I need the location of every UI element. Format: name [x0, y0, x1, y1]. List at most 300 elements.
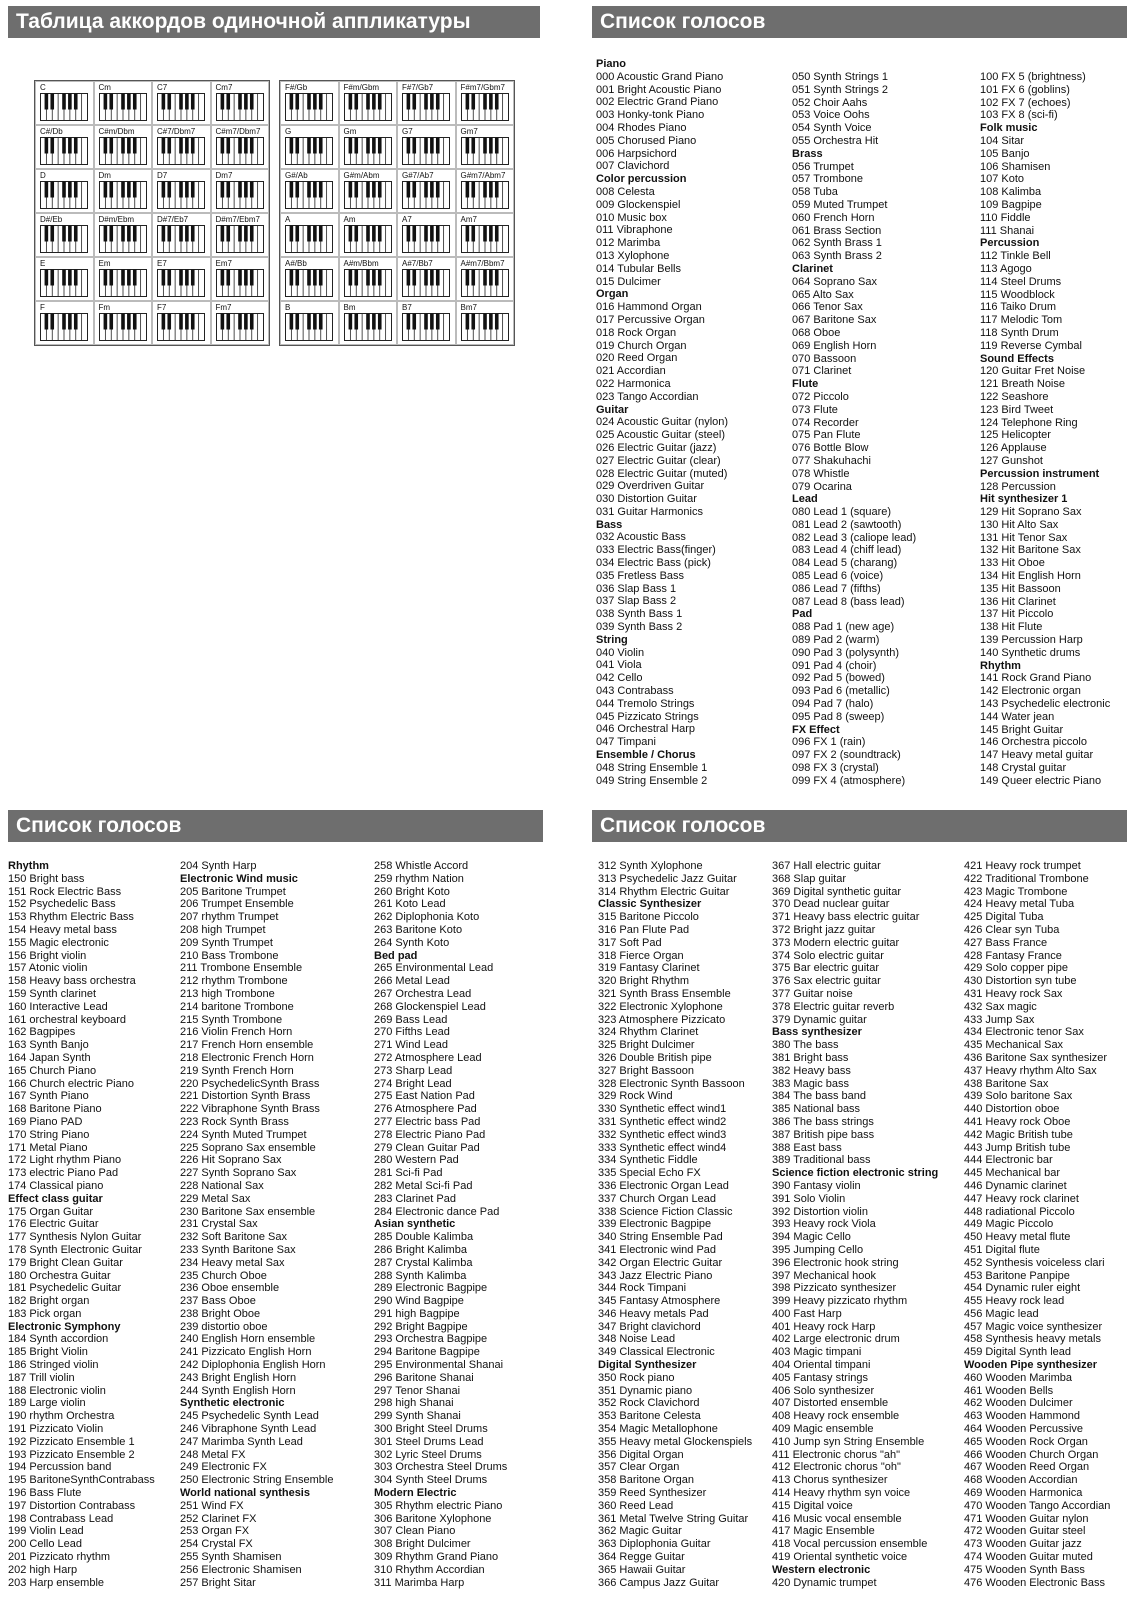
- voice-entry: 218 Electronic French Horn: [180, 1051, 314, 1064]
- voice-entry: 030 Distortion Guitar: [596, 493, 697, 506]
- voice-entry: 014 Tubular Bells: [596, 262, 681, 275]
- voice-entry: 431 Heavy rock Sax: [964, 987, 1063, 1000]
- voice-entry: 059 Muted Trumpet: [792, 198, 888, 211]
- voice-entry: 264 Synth Koto: [374, 936, 450, 949]
- voice-entry: 051 Synth Strings 2: [792, 83, 889, 96]
- voice-entry: 062 Synth Brass 1: [792, 237, 882, 250]
- voice-entry: 424 Heavy metal Tuba: [964, 898, 1075, 911]
- chord-cell: [339, 213, 398, 257]
- voice-entry: 413 Chorus synthesizer: [772, 1474, 888, 1487]
- chord-cell: [397, 81, 456, 125]
- voice-entry: 007 Clavichord: [596, 160, 670, 173]
- voice-entry: 098 FX 3 (crystal): [792, 762, 879, 775]
- chord-name: D: [40, 171, 46, 180]
- voice-entry: 348 Noise Lead: [598, 1333, 676, 1346]
- voice-entry: 237 Bass Oboe: [180, 1295, 256, 1308]
- voice-entry: 056 Trumpet: [792, 160, 854, 173]
- voice-entry: 456 Magic lead: [964, 1307, 1039, 1320]
- voice-entry: 317 Soft Pad: [598, 936, 662, 949]
- voice-entry: 106 Shamisen: [980, 160, 1051, 173]
- voice-category-heading: Digital Synthesizer: [598, 1359, 697, 1372]
- voice-entry: 150 Bright bass: [8, 872, 85, 885]
- voice-entry: 423 Magic Trombone: [964, 885, 1068, 898]
- voice-entry: 158 Heavy bass orchestra: [8, 975, 136, 988]
- voice-entry: 248 Metal FX: [180, 1448, 246, 1461]
- voice-entry: 097 FX 2 (soundtrack): [792, 749, 901, 762]
- voice-entry: 459 Digital Synth lead: [964, 1346, 1072, 1359]
- voice-entry: 316 Pan Flute Pad: [598, 923, 690, 936]
- voice-category-heading: Bass synthesizer: [772, 1026, 862, 1039]
- chord-cell: [280, 257, 339, 301]
- chord-name: Em: [98, 259, 111, 268]
- chord-name: D7: [157, 171, 168, 180]
- voice-entry: 302 Lyric Steel Drums: [374, 1448, 482, 1461]
- voice-entry: 231 Crystal Sax: [180, 1218, 258, 1231]
- voice-entry: 354 Magic Metallophone: [598, 1423, 718, 1436]
- voice-entry: 054 Synth Voice: [792, 122, 872, 135]
- chord-cell: [94, 81, 153, 125]
- voice-entry: 357 Clear Organ: [598, 1461, 680, 1474]
- voice-entry: 364 Regge Guitar: [598, 1551, 685, 1564]
- voice-entry: 416 Music vocal ensemble: [772, 1512, 902, 1525]
- voice-entry: 036 Slap Bass 1: [596, 582, 677, 595]
- voice-entry: 081 Lead 2 (sawtooth): [792, 518, 902, 531]
- voice-entry: 050 Synth Strings 1: [792, 71, 889, 83]
- chord-cell: [35, 301, 94, 345]
- voice-entry: 326 Double British pipe: [598, 1051, 712, 1064]
- chord-cell: [339, 81, 398, 125]
- voice-entry: 470 Wooden Tango Accordian: [964, 1499, 1111, 1512]
- voice-entry: 226 Hit Soprano Sax: [180, 1154, 282, 1167]
- keyboard-diagram: [344, 181, 392, 209]
- voice-entry: 303 Orchestra Steel Drums: [374, 1461, 508, 1474]
- chord-name: Dm7: [215, 171, 233, 180]
- voice-category-heading: Piano: [596, 58, 626, 70]
- voice-entry: 457 Magic voice synthesizer: [964, 1320, 1103, 1333]
- voice-category-heading: Percussion: [980, 237, 1040, 250]
- chord-cell: [456, 213, 515, 257]
- voice-entry: 198 Contrabass Lead: [8, 1512, 114, 1525]
- voice-entry: 122 Seashore: [980, 390, 1049, 403]
- voice-entry: 206 Trumpet Ensemble: [180, 898, 294, 911]
- voice-entry: 009 Glockenspiel: [596, 198, 681, 211]
- voice-entry: 291 high Bagpipe: [374, 1307, 460, 1320]
- voice-entry: 344 Rock Timpani: [598, 1282, 687, 1295]
- voice-entry: 104 Sitar: [980, 134, 1025, 147]
- keyboard-diagram: [216, 93, 264, 121]
- voice-entry: 092 Pad 5 (bowed): [792, 672, 885, 685]
- keyboard-diagram: [402, 137, 450, 165]
- voice-category-heading: Guitar: [596, 403, 629, 416]
- voice-entry: 121 Breath Noise: [980, 378, 1065, 391]
- voice-entry: 163 Synth Banjo: [8, 1039, 89, 1052]
- voice-entry: 420 Dynamic trumpet: [772, 1576, 877, 1589]
- voice-entry: 168 Baritone Piano: [8, 1103, 102, 1116]
- chord-name: C7: [157, 83, 168, 92]
- voice-entry: 219 Synth French Horn: [180, 1064, 294, 1077]
- voice-entry: 410 Jump syn String Ensemble: [772, 1435, 925, 1448]
- voice-entry: 185 Bright Violin: [8, 1346, 88, 1359]
- voice-entry: 180 Orchestra Guitar: [8, 1269, 111, 1282]
- voice-entry: 154 Heavy metal bass: [8, 923, 117, 936]
- voice-entry: 386 The bass strings: [772, 1115, 874, 1128]
- voice-entry: 377 Guitar noise: [772, 987, 853, 1000]
- voice-entry: 205 Baritone Trumpet: [180, 885, 286, 898]
- keyboard-diagram: [461, 93, 509, 121]
- voice-entry: 132 Hit Baritone Sax: [980, 544, 1081, 557]
- voice-category-heading: Rhythm: [980, 659, 1021, 672]
- voice-entry: 353 Baritone Celesta: [598, 1410, 701, 1423]
- voice-column-100-149: [980, 71, 1110, 788]
- voice-entry: 311 Marimba Harp: [374, 1576, 465, 1589]
- chord-cell: [280, 81, 339, 125]
- voice-column-258-311: [374, 860, 507, 1589]
- voice-entry: 320 Bright Rhythm: [598, 975, 690, 988]
- voice-entry: 336 Electronic Organ Lead: [598, 1179, 729, 1192]
- chord-name: C: [40, 83, 46, 92]
- keyboard-diagram: [402, 269, 450, 297]
- voice-entry: 443 Jump British tube: [964, 1141, 1071, 1154]
- voice-column-050-099: [792, 71, 916, 788]
- voice-entry: 172 Light rhythm Piano: [8, 1154, 122, 1167]
- chord-name: Gm: [343, 127, 357, 136]
- voice-entry: 375 Bar electric guitar: [772, 962, 879, 975]
- chord-name: A7: [402, 215, 412, 224]
- voice-entry: 454 Dynamic ruler eight: [964, 1282, 1081, 1295]
- voice-entry: 243 Bright English Horn: [180, 1371, 297, 1384]
- voice-entry: 039 Synth Bass 2: [596, 621, 683, 634]
- voice-entry: 027 Electric Guitar (clear): [596, 454, 721, 467]
- voice-entry: 388 East bass: [772, 1141, 842, 1154]
- voice-category-heading: Folk music: [980, 122, 1038, 135]
- voice-entry: 366 Campus Jazz Guitar: [598, 1576, 720, 1589]
- voice-list-banner-top: Список голосов: [592, 6, 1127, 38]
- voice-entry: 038 Synth Bass 1: [596, 608, 683, 621]
- voice-entry: 146 Orchestra piccolo: [980, 736, 1087, 749]
- keyboard-diagram: [285, 225, 333, 253]
- voice-entry: 315 Baritone Piccolo: [598, 911, 699, 924]
- voice-entry: 458 Synthesis heavy metals: [964, 1333, 1101, 1346]
- voice-entry: 322 Electronic Xylophone: [598, 1000, 723, 1013]
- voice-entry: 467 Wooden Reed Organ: [964, 1461, 1090, 1474]
- voice-entry: 476 Wooden Electronic Bass: [964, 1576, 1106, 1589]
- voice-entry: 076 Bottle Blow: [792, 442, 869, 455]
- chord-cell: [94, 301, 153, 345]
- voice-entry: 019 Church Organ: [596, 339, 687, 352]
- chord-cell: [152, 257, 211, 301]
- voice-entry: 328 Electronic Synth Bassoon: [598, 1077, 745, 1090]
- voice-entry: 126 Applause: [980, 442, 1047, 455]
- voice-entry: 256 Electronic Shamisen: [180, 1563, 302, 1576]
- voice-entry: 157 Atonic violin: [8, 962, 88, 975]
- voice-entry: 453 Baritone Panpipe: [964, 1269, 1070, 1282]
- voice-entry: 144 Water jean: [980, 710, 1055, 723]
- voice-entry: 018 Rock Organ: [596, 326, 677, 339]
- voice-entry: 167 Synth Piano: [8, 1090, 89, 1103]
- chord-name: A#m/Bbm: [343, 259, 379, 268]
- voice-entry: 253 Organ FX: [180, 1525, 250, 1538]
- chord-cell: [280, 169, 339, 213]
- voice-entry: 112 Tinkle Bell: [980, 250, 1051, 263]
- chord-name: G: [285, 127, 292, 136]
- voice-entry: 189 Large violin: [8, 1397, 86, 1410]
- voice-entry: 374 Solo electric guitar: [772, 949, 884, 962]
- chord-name: A: [285, 215, 291, 224]
- voice-entry: 070 Bassoon: [792, 352, 857, 365]
- keyboard-diagram: [285, 313, 333, 341]
- voice-entry: 324 Rhythm Clarinet: [598, 1026, 699, 1039]
- voice-entry: 147 Heavy metal guitar: [980, 749, 1094, 762]
- voice-entry: 195 BaritoneSynthContrabass: [8, 1474, 155, 1487]
- voice-entry: 043 Contrabass: [596, 685, 674, 698]
- voice-category-heading: Flute: [792, 378, 819, 391]
- voice-entry: 089 Pad 2 (warm): [792, 634, 880, 647]
- voice-entry: 382 Heavy bass: [772, 1064, 851, 1077]
- voice-entry: 359 Reed Synthesizer: [598, 1487, 707, 1500]
- keyboard-diagram: [99, 93, 147, 121]
- voice-entry: 338 Science Fiction Classic: [598, 1205, 733, 1218]
- chord-name: Bm7: [460, 303, 477, 312]
- voice-entry: 308 Bright Dulcimer: [374, 1538, 471, 1551]
- voice-entry: 411 Electronic chorus "ah": [772, 1448, 901, 1461]
- chord-cell: [397, 169, 456, 213]
- voice-entry: 052 Choir Aahs: [792, 96, 868, 109]
- voice-entry: 238 Bright Oboe: [180, 1307, 261, 1320]
- voice-entry: 084 Lead 5 (charang): [792, 557, 898, 570]
- voice-entry: 451 Digital flute: [964, 1243, 1040, 1256]
- chord-name: Fm7: [215, 303, 232, 312]
- voice-entry: 034 Electric Bass (pick): [596, 557, 711, 570]
- voice-entry: 096 FX 1 (rain): [792, 736, 866, 749]
- voice-entry: 141 Rock Grand Piano: [980, 672, 1092, 685]
- voice-entry: 155 Magic electronic: [8, 936, 109, 949]
- chord-cell: [339, 301, 398, 345]
- voice-entry: 209 Synth Trumpet: [180, 936, 273, 949]
- voice-entry: 318 Fierce Organ: [598, 949, 684, 962]
- voice-entry: 394 Magic Cello: [772, 1231, 851, 1244]
- voice-entry: 247 Marimba Synth Lead: [180, 1435, 303, 1448]
- voice-entry: 037 Slap Bass 2: [596, 595, 677, 608]
- voice-category-heading: Sound Effects: [980, 352, 1054, 365]
- voice-entry: 257 Bright Sitar: [180, 1576, 256, 1589]
- voice-entry: 272 Atmosphere Lead: [374, 1051, 482, 1064]
- voice-entry: 463 Wooden Hammond: [964, 1410, 1080, 1423]
- voice-entry: 365 Hawaii Guitar: [598, 1563, 686, 1576]
- voice-category-heading: Rhythm: [8, 860, 49, 872]
- voice-entry: 077 Shakuhachi: [792, 454, 871, 467]
- voice-entry: 042 Cello: [596, 672, 643, 685]
- chord-cell: [94, 257, 153, 301]
- voice-entry: 242 Diplophonia English Horn: [180, 1359, 326, 1372]
- chord-cell: [211, 257, 270, 301]
- voice-entry: 023 Tango Accordian: [596, 390, 699, 403]
- voice-entry: 108 Kalimba: [980, 186, 1042, 199]
- voice-entry: 447 Heavy rock clarinet: [964, 1192, 1079, 1205]
- voice-entry: 204 Synth Harp: [180, 860, 257, 872]
- keyboard-diagram: [285, 93, 333, 121]
- voice-entry: 117 Melodic Tom: [980, 314, 1063, 327]
- voice-entry: 041 Viola: [596, 659, 642, 672]
- voice-entry: 333 Synthetic effect wind4: [598, 1141, 727, 1154]
- voice-entry: 028 Electric Guitar (muted): [596, 467, 728, 480]
- voice-category-heading: Wooden Pipe synthesizer: [964, 1359, 1098, 1372]
- chord-cell: [211, 301, 270, 345]
- voice-entry: 136 Hit Clarinet: [980, 595, 1056, 608]
- voice-entry: 087 Lead 8 (bass lead): [792, 595, 905, 608]
- voice-entry: 433 Jump Sax: [964, 1013, 1035, 1026]
- voice-entry: 321 Synth Brass Ensemble: [598, 987, 731, 1000]
- voice-entry: 269 Bass Lead: [374, 1013, 448, 1026]
- voice-category-heading: Bass: [596, 518, 623, 531]
- voice-category-heading: Ensemble / Chorus: [596, 749, 696, 762]
- voice-entry: 297 Tenor Shanai: [374, 1384, 461, 1397]
- chord-cell: [456, 257, 515, 301]
- voice-category-heading: Clarinet: [792, 262, 833, 275]
- voice-entry: 066 Tenor Sax: [792, 301, 863, 314]
- voice-entry: 299 Synth Shanai: [374, 1410, 461, 1423]
- voice-entry: 137 Hit Piccolo: [980, 608, 1054, 621]
- chord-cell: [211, 213, 270, 257]
- voice-entry: 073 Flute: [792, 403, 838, 416]
- voice-entry: 005 Chorused Piano: [596, 134, 697, 147]
- voice-entry: 063 Synth Brass 2: [792, 250, 882, 263]
- chord-cell: [339, 257, 398, 301]
- chord-name: B: [285, 303, 291, 312]
- voice-entry: 071 Clarinet: [792, 365, 852, 378]
- voice-entry: 013 Xylophone: [596, 249, 670, 262]
- voice-entry: 265 Environmental Lead: [374, 962, 494, 975]
- keyboard-diagram: [216, 225, 264, 253]
- chord-cell: [280, 125, 339, 169]
- keyboard-diagram: [99, 225, 147, 253]
- voice-entry: 284 Electronic dance Pad: [374, 1205, 500, 1218]
- voice-entry: 288 Synth Kalimba: [374, 1269, 467, 1282]
- voice-entry: 422 Traditional Trombone: [964, 872, 1089, 885]
- chord-cell: [94, 169, 153, 213]
- voice-category-heading: String: [596, 633, 628, 646]
- chord-cell: [397, 301, 456, 345]
- voice-entry: 309 Rhythm Grand Piano: [374, 1551, 499, 1564]
- voice-entry: 473 Wooden Guitar jazz: [964, 1538, 1082, 1551]
- chord-cell: [152, 169, 211, 213]
- voice-entry: 213 high Trombone: [180, 987, 275, 1000]
- chord-name: D#m/Ebm: [98, 215, 135, 224]
- voice-entry: 270 Fifths Lead: [374, 1026, 450, 1039]
- voice-entry: 279 Clean Guitar Pad: [374, 1141, 480, 1154]
- voice-entry: 135 Hit Bassoon: [980, 582, 1061, 595]
- voice-entry: 450 Heavy metal flute: [964, 1231, 1071, 1244]
- voice-entry: 010 Music box: [596, 211, 667, 224]
- voice-entry: 464 Wooden Percussive: [964, 1423, 1084, 1436]
- voice-entry: 379 Dynamic guitar: [772, 1013, 867, 1026]
- voice-entry: 046 Orchestral Harp: [596, 723, 696, 736]
- voice-entry: 263 Baritone Koto: [374, 923, 463, 936]
- voice-entry: 275 East Nation Pad: [374, 1090, 475, 1103]
- voice-entry: 017 Percussive Organ: [596, 313, 705, 326]
- voice-entry: 437 Heavy rhythm Alto Sax: [964, 1064, 1097, 1077]
- voice-entry: 384 The bass band: [772, 1090, 866, 1103]
- voice-entry: 474 Wooden Guitar muted: [964, 1551, 1093, 1564]
- chord-cell: [94, 125, 153, 169]
- voice-entry: 277 Electric bass Pad: [374, 1115, 481, 1128]
- keyboard-diagram: [344, 137, 392, 165]
- voice-entry: 417 Magic Ensemble: [772, 1525, 875, 1538]
- voice-entry: 101 FX 6 (goblins): [980, 83, 1070, 96]
- voice-entry: 259 rhythm Nation: [374, 872, 464, 885]
- voice-entry: 088 Pad 1 (new age): [792, 621, 895, 634]
- voice-entry: 069 English Horn: [792, 339, 877, 352]
- voice-entry: 241 Pizzicato English Horn: [180, 1346, 312, 1359]
- voice-entry: 170 String Piano: [8, 1128, 90, 1141]
- voice-entry: 362 Magic Guitar: [598, 1525, 682, 1538]
- voice-entry: 363 Diplophonia Guitar: [598, 1538, 711, 1551]
- voice-entry: 075 Pan Flute: [792, 429, 861, 442]
- voice-entry: 067 Baritone Sax: [792, 314, 877, 327]
- chord-cell: [35, 257, 94, 301]
- voice-entry: 398 Pizzicato synthesizer: [772, 1282, 897, 1295]
- keyboard-diagram: [344, 225, 392, 253]
- voice-entry: 130 Hit Alto Sax: [980, 518, 1059, 531]
- voice-entry: 120 Guitar Fret Noise: [980, 365, 1086, 378]
- voice-list-banner-bottom-left: Список голосов: [8, 810, 543, 842]
- voice-category-heading: Electronic Symphony: [8, 1320, 121, 1333]
- voice-entry: 125 Helicopter: [980, 429, 1051, 442]
- voice-entry: 113 Agogo: [980, 262, 1032, 275]
- voice-entry: 396 Electronic hook string: [772, 1256, 899, 1269]
- keyboard-diagram: [285, 137, 333, 165]
- voice-entry: 381 Bright bass: [772, 1051, 849, 1064]
- chord-name: Cm7: [215, 83, 233, 92]
- voice-entry: 058 Tuba: [792, 186, 838, 199]
- voice-entry: 008 Celesta: [596, 185, 655, 198]
- voice-entry: 428 Fantasy France: [964, 949, 1062, 962]
- voice-entry: 072 Piccolo: [792, 390, 849, 403]
- voice-entry: 345 Fantasy Atmosphere: [598, 1295, 721, 1308]
- voice-entry: 215 Synth Trombone: [180, 1013, 283, 1026]
- voice-entry: 145 Bright Guitar: [980, 723, 1064, 736]
- voice-entry: 129 Hit Soprano Sax: [980, 506, 1082, 519]
- voice-entry: 395 Jumping Cello: [772, 1243, 864, 1256]
- keyboard-diagram: [402, 225, 450, 253]
- voice-entry: 426 Clear syn Tuba: [964, 923, 1060, 936]
- chord-cell: [280, 301, 339, 345]
- chord-cell: [211, 169, 270, 213]
- voice-entry: 448 radiational Piccolo: [964, 1205, 1075, 1218]
- keyboard-diagram: [157, 137, 205, 165]
- voice-entry: 472 Wooden Guitar steel: [964, 1525, 1086, 1538]
- voice-entry: 216 Violin French Horn: [180, 1026, 293, 1039]
- voice-entry: 274 Bright Lead: [374, 1077, 452, 1090]
- voice-entry: 286 Bright Kalimba: [374, 1243, 467, 1256]
- voice-entry: 152 Psychedelic Bass: [8, 898, 116, 911]
- voice-entry: 415 Digital voice: [772, 1499, 853, 1512]
- voice-entry: 432 Sax magic: [964, 1000, 1037, 1013]
- voice-entry: 203 Harp ensemble: [8, 1576, 105, 1589]
- voice-entry: 429 Solo copper pipe: [964, 962, 1068, 975]
- keyboard-diagram: [40, 181, 88, 209]
- chord-name: G7: [402, 127, 413, 136]
- voice-entry: 278 Electric Piano Pad: [374, 1128, 486, 1141]
- chord-name: Cm: [98, 83, 111, 92]
- chord-name: D#m7/Ebm7: [215, 215, 260, 224]
- voice-entry: 223 Rock Synth Brass: [180, 1115, 289, 1128]
- voice-entry: 142 Electronic organ: [980, 685, 1081, 698]
- voice-entry: 182 Bright organ: [8, 1295, 90, 1308]
- chord-name: C#m/Dbm: [98, 127, 135, 136]
- voice-entry: 024 Acoustic Guitar (nylon): [596, 416, 729, 429]
- voice-entry: 012 Marimba: [596, 237, 661, 250]
- voice-entry: 003 Honky-tonk Piano: [596, 109, 705, 122]
